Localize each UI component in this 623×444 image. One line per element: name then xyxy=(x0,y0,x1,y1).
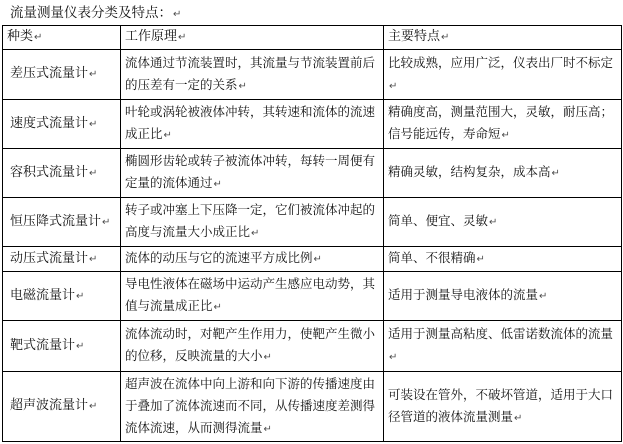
principle-cell: 转子或冲塞上下压降一定，它们被流体冲起的高度与流量大小成正比↵ xyxy=(121,198,384,247)
type-cell: 电磁流量计↵ xyxy=(3,272,121,321)
table-row xyxy=(3,149,622,198)
features-cell: 适用于测量高粘度、低雷诺数流体的流量↵ xyxy=(384,321,622,372)
header-cell-principle: 工作原理↵ xyxy=(121,26,384,50)
features-cell: 精确灵敏，结构复杂，成本高↵ xyxy=(384,149,622,198)
features-cell: 简单、不很精确↵ xyxy=(384,247,622,272)
principle-cell: 流体流动时，对靶产生作用力，使靶产生微小的位移，反映流量的大小↵ xyxy=(121,321,384,372)
principle-cell: 椭圆形齿轮或转子被流体冲转，每转一周便有定量的流体通过↵ xyxy=(121,149,384,198)
type-cell: 差压式流量计↵ xyxy=(3,50,121,100)
flowmeter-table xyxy=(2,25,622,442)
table-row xyxy=(3,372,622,442)
table-row xyxy=(3,50,622,100)
table-row xyxy=(3,100,622,149)
header-cell-features: 主要特点↵ xyxy=(384,26,622,50)
principle-cell: 叶轮或涡轮被液体冲转，其转速和流体的流速成正比↵ xyxy=(121,100,384,149)
type-cell: 超声波流量计↵ xyxy=(3,372,121,442)
features-cell: 适用于测量导电液体的流量↵ xyxy=(384,272,622,321)
paragraph-mark: ↵ xyxy=(173,9,182,20)
principle-cell: 流体的动压与它的流速平方成比例↵ xyxy=(121,247,384,272)
features-cell: 简单、便宜、灵敏↵ xyxy=(384,198,622,247)
table-header-row xyxy=(3,26,622,50)
table-row xyxy=(3,198,622,247)
type-cell: 靶式流量计↵ xyxy=(3,321,121,372)
table-row xyxy=(3,321,622,372)
document-title: 流量测量仪表分类及特点： xyxy=(10,5,172,21)
type-cell: 动压式流量计↵ xyxy=(3,247,121,272)
principle-cell: 超声波在流体中向上游和向下游的传播速度由于叠加了流体流速而不同，从传播速度差测得流体流速，从而测得流量↵ xyxy=(121,372,384,442)
header-cell-type: 种类↵ xyxy=(3,26,121,50)
table-row xyxy=(3,247,622,272)
features-cell: 可装设在管外，不破坏管道，适用于大口径管道的液体流量测量↵ xyxy=(384,372,622,442)
type-cell: 容积式流量计↵ xyxy=(3,149,121,198)
type-cell: 恒压降式流量计↵ xyxy=(3,198,121,247)
principle-cell: 导电性液体在磁场中运动产生感应电动势，其值与流量成正比↵ xyxy=(121,272,384,321)
features-cell: 精确度高，测量范围大，灵敏，耐压高；信号能远传，寿命短↵ xyxy=(384,100,622,149)
table-row xyxy=(3,272,622,321)
features-cell: 比较成熟，应用广泛，仪表出厂时不标定↵ xyxy=(384,50,622,100)
type-cell: 速度式流量计↵ xyxy=(3,100,121,149)
principle-cell: 流体通过节流装置时，其流量与节流装置前后的压差有一定的关系↵ xyxy=(121,50,384,100)
document-title-line xyxy=(10,4,181,24)
